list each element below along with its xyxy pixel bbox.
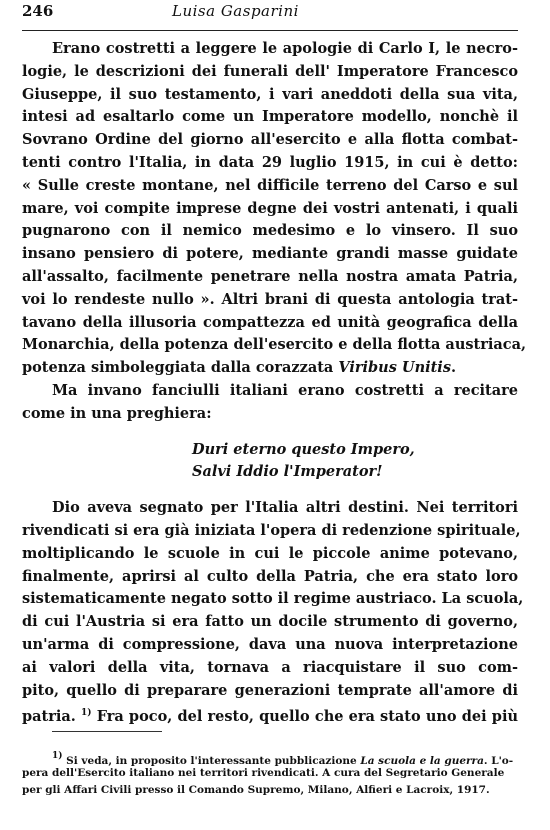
- footnote-line: per gli Affari Civili presso il Comando Supremo, Milano, Alfieri e Lacroix, 1917.: [22, 784, 490, 796]
- text-span: .: [450, 359, 457, 377]
- text-line-last: [22, 357, 518, 380]
- text-line: rivendicati si era già iniziata l'opera di redenzione spirituale,: [22, 521, 521, 539]
- text-line: Giuseppe, il suo testamento, i vari aneddoti della sua vita,: [22, 85, 518, 103]
- text-line: sistematicamente negato sotto il regime austriaco. La scuola,: [22, 590, 524, 608]
- text-line: di cui l'Austria si era fatto un docile strumento di governo,: [22, 613, 518, 631]
- spacer: [22, 426, 518, 439]
- text-line: pito, quello di preparare generazioni temprate all'amore di: [22, 681, 518, 699]
- text-line: tavano della illusoria compattezza ed unità geografica della: [22, 313, 518, 331]
- footnote-line: [22, 748, 522, 765]
- footnote-line: pera dell'Esercito italiano nei territori rivendicati. A cura del Segretario Generale: [22, 767, 505, 779]
- text-line: voi lo rendeste nullo ». Altri brani di questa antologia trat-: [22, 290, 518, 308]
- book-title: La scuola e la guerra: [360, 755, 484, 767]
- text-span: Si veda, in proposito l'interessante pubblicazione: [62, 755, 361, 767]
- footnote-reference[interactable]: 1): [81, 708, 92, 719]
- text-line: Erano costretti a leggere le apologie di Carlo I, le necro-: [52, 40, 518, 57]
- text-line: insano pensiero di potere, mediante grandi masse guidate: [22, 245, 518, 263]
- running-head: Luisa Gasparini: [172, 2, 299, 20]
- text-span: patria.: [22, 708, 81, 726]
- text-line: all'assalto, facilmente penetrare nella nostra amata Patria,: [22, 267, 518, 285]
- text-line: « Sulle creste montane, nel difficile terreno del Carso e sul: [22, 176, 518, 194]
- footnote-divider: [52, 731, 162, 732]
- text-line: Dio aveva segnato per l'Italia altri destini. Nei territori: [52, 499, 518, 517]
- text-line: un'arma di compressione, dava una nuova interpretazione: [22, 635, 518, 653]
- verse-line: Salvi Iddio l'Imperator!: [192, 463, 383, 481]
- text-line: come in una preghiera:: [22, 404, 212, 422]
- footnote-mark: 1): [52, 751, 63, 761]
- text-span: . L'o-: [483, 755, 514, 767]
- text-line: mare, voi compite imprese degne dei vostri antenati, i quali: [22, 199, 518, 217]
- ship-name: Viribus Unitis: [338, 359, 451, 377]
- text-line-last: [22, 702, 518, 725]
- text-line: Sovrano Ordine del giorno all'esercito e alla flotta combat-: [22, 131, 518, 149]
- text-line: tenti contro l'Italia, in data 29 luglio 1915, in cui è detto:: [22, 153, 518, 171]
- text-line: finalmente, aprirsi al culto della Patria, che era stato loro: [22, 567, 518, 585]
- footnote: [22, 748, 522, 799]
- text-line: ai valori della vita, tornava a riacquistare il suo com-: [22, 658, 518, 676]
- page-header: [22, 2, 518, 31]
- text-line: logie, le descrizioni dei funerali dell' Imperatore Francesco: [22, 62, 518, 80]
- text-line: Ma invano fanciulli italiani erano costretti a recitare: [52, 381, 518, 399]
- spacer: [22, 484, 518, 497]
- text-line: Monarchia, della potenza dell'esercito e della flotta austriaca,: [22, 336, 527, 354]
- page-number: 246: [22, 2, 54, 20]
- text-line: moltiplicando le scuole in cui le piccole anime potevano,: [22, 544, 518, 562]
- body-text: [22, 38, 527, 726]
- text-span: potenza simboleggiata dalla corazzata: [22, 359, 339, 377]
- text-line: pugnarono con il nemico medesimo e lo vinsero. Il suo: [22, 222, 518, 240]
- text-line: intesi ad esaltarlo come un Imperatore modello, nonchè il: [22, 108, 518, 126]
- text-span: Fra poco, del resto, quello che era stato uno dei più: [91, 708, 518, 726]
- verse-line: Duri eterno questo Impero,: [192, 440, 415, 458]
